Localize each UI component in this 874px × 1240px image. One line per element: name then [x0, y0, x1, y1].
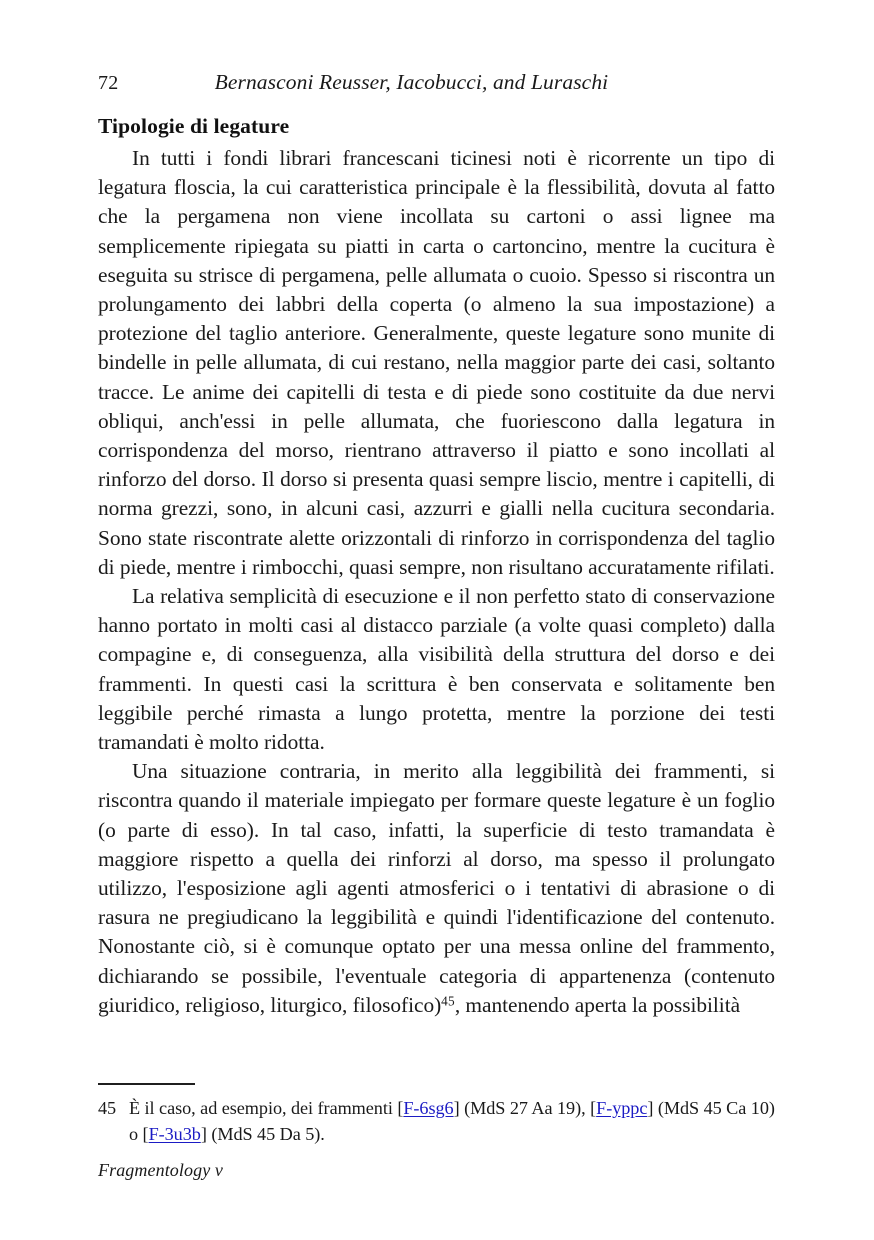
- footnote-text-segment-2: ] (MdS 27 Aa 19), [: [453, 1098, 597, 1118]
- running-head-title: Bernasconi Reusser, Iacobucci, and Luraschi: [214, 70, 609, 94]
- running-foot: Fragmentology v: [98, 1160, 223, 1180]
- body-paragraph-1: In tutti i fondi librari francescani ticinesi noti è ricorrente un tipo di legatura floscia, la cui caratteristica principale è la flessibilità, dovuta al fatto che la pergamena non viene incollata su cartoni o assi lignee ma semplicemente ripiegata su piatti in carta o cartoncino, mentre la cucitura è eseguita su strisce di pergamena, pelle allumata o cuoio. Spesso si riscontra un prolungamento dei labbri della coperta (o almeno la sua impostazione) a protezione del taglio anteriore. Generalmente, queste legature sono munite di bindelle in pelle allumata, di cui restano, nella maggior parte dei casi, soltanto tracce. Le anime dei capitelli di testa e di piede sono costituite da due nervi obliqui, anch'essi in pelle allumata, che fuoriescono dalla legatura in corrispondenza del morso, rientrano attraverso il piatto e sono incollati al rinforzo del dorso. Il dorso si presenta quasi sempre liscio, mentre i capitelli, di norma grezzi, sono, in alcuni casi, azzurri e gialli nella cucitura secondaria. Sono state riscontrate alette orizzontali di rinforzo in corrispondenza del taglio di piede, mentre i rimbocchi, quasi sempre, non risultano accuratamente rifilati.: [98, 146, 775, 579]
- footnote-text-segment-4: ] (MdS 45 Da 5).: [200, 1123, 325, 1144]
- footnote-reference-45[interactable]: 45: [441, 993, 455, 1009]
- footnote-link-f-3u3b[interactable]: F-3u3b: [148, 1123, 201, 1144]
- footnote-area: [98, 1083, 775, 1147]
- footnote-number: 45: [98, 1098, 117, 1118]
- body-paragraph-3: [98, 757, 775, 1020]
- paragraph-text-before-note: Una situazione contraria, in merito alla leggibilità dei frammenti, si riscontra quando il materiale impiegato per formare queste legature è un foglio (o parte di esso). In tal caso, infatti, la superficie di testo tramandata è maggiore rispetto a quella dei rinforzi al dorso, ma spesso il prolungato utilizzo, l'esposizione agli agenti atmosferici o i tentativi di abrasione o di rasura ne pregiudicano la leggibilità e quindi l'identificazione del contenuto. Nonostante ciò, si è comunque optato per una messa online del frammento, dichiarando se possibile, l'eventuale categoria di appartenenza (contenuto giuridico, religioso, liturgico, filosofico): [98, 759, 775, 1017]
- paragraph-text-after-note: , mantenendo aperta la possibilità: [454, 992, 741, 1017]
- footnote-text-segment-3: ] (MdS 45 Ca 10) o [: [129, 1098, 775, 1144]
- footnote-45: [98, 1096, 775, 1147]
- footnote-link-f-yppc[interactable]: F-yppc: [596, 1098, 648, 1118]
- running-head: [98, 70, 775, 96]
- main-text-column: [98, 112, 775, 1020]
- body-paragraph-2: La relativa semplicità di esecuzione e il non perfetto stato di conservazione hanno portato in molti casi al distacco parziale (a volte quasi completo) dalla compagine e, di conseguenza, alla visibilità della struttura del dorso e dei frammenti. In questi casi la scrittura è ben conservata e solitamente ben leggibile perché rimasta a lungo protetta, mentre la porzione dei testi tramandati è molto ridotta.: [98, 584, 775, 755]
- section-heading: Tipologie di legature: [98, 114, 290, 138]
- footnote-separator-rule: [98, 1083, 195, 1085]
- page-number: 72: [98, 72, 119, 94]
- footnote-text-segment-1: È il caso, ad esempio, dei frammenti [: [129, 1098, 404, 1118]
- footnote-link-f-6sg6[interactable]: F-6sg6: [403, 1098, 454, 1118]
